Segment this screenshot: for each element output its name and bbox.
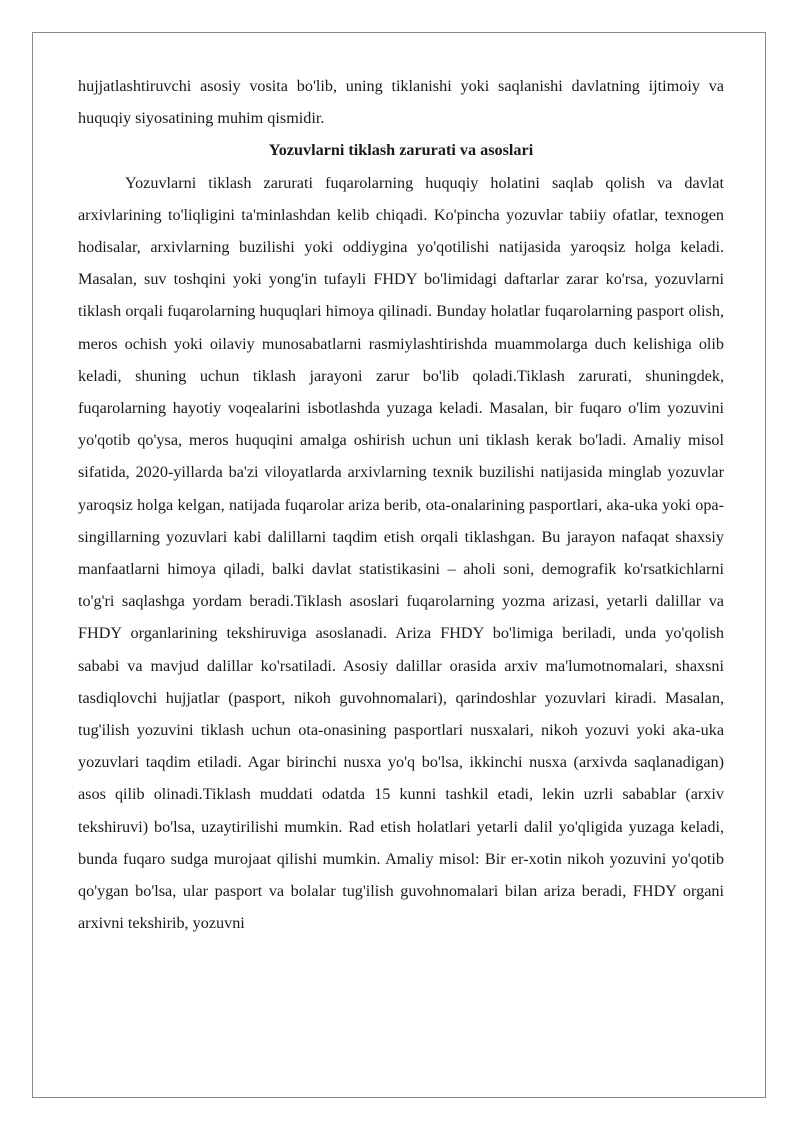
body-paragraph: Yozuvlarni tiklash zarurati fuqarolarning huquqiy holatini saqlab qolish va davlat arxivlarining to'liqligini ta'minlashdan kelib chiqadi. Ko'pincha yozuvlar tabiiy ofatlar, texnogen hodisalar, arxivlarning buzilishi yoki oddiygina yo'qotilishi natijasida yaroqsiz holga keladi. Masalan, suv toshqini yoki yong'in tufayli FHDY bo'limidagi daftarlar zarar ko'rsa, yozuvlarni tiklash orqali fuqarolarning huquqlari himoya qilinadi. Bunday holatlar fuqarolarning pasport olish, meros ochish yoki oilaviy munosabatlarni rasmiylashtirishda muammolarga duch kelishiga olib keladi, shuning uchun tiklash jarayoni zarur bo'lib qoladi.Tiklash zarurati, shuningdek, fuqarolarning hayotiy voqealarini isbotlashda yuzaga keladi. Masalan, bir fuqaro o'lim yozuvini yo'qotib qo'ysa, meros huquqini amalga oshirish uchun uni tiklash kerak bo'ladi. Amaliy misol sifatida, 2020-yillarda ba'zi viloyatlarda arxivlarning texnik buzilishi natijasida minglab yozuvlar yaroqsiz holga kelgan, natijada fuqarolar ariza berib, ota-onalarining pasportlari, aka-uka yoki opa-singillarning yozuvlari kabi dalillarni taqdim etish orqali tiklashgan. Bu jarayon nafaqat shaxsiy manfaatlarni himoya qiladi, balki davlat statistikasini – aholi soni, demografik ko'rsatkichlarni to'g'ri saqlashga yordam beradi.Tiklash asoslari fuqarolarning yozma arizasi, yetarli dalillar va FHDY organlarining tekshiruviga asoslanadi. Ariza FHDY bo'limiga beriladi, unda yo'qolish sababi va mavjud dalillar ko'rsatiladi. Asosiy dalillar orasida arxiv ma'lumotnomalari, shaxsni tasdiqlovchi hujjatlar (pasport, nikoh guvohnomalari), qarindoshlar yozuvlari kiradi. Masalan, tug'ilish yozuvini tiklash uchun ota-onasining pasportlari nusxalari, nikoh yozuvi yoki aka-uka yozuvlari taqdim etiladi. Agar birinchi nusxa yo'q bo'lsa, ikkinchi nusxa (arxivda saqlanadigan) asos qilib olinadi.Tiklash muddati odatda 15 kunni tashkil etadi, lekin uzrli sabablar (arxiv tekshiruvi) bo'lsa, uzaytirilishi mumkin. Rad etish holatlari yetarli dalil yo'qligida yuzaga keladi, bunda fuqaro sudga murojaat qilishi mumkin. Amaliy misol: Bir er-xotin nikoh yozuvini yo'qotib qo'ygan bo'lsa, ular pasport va bolalar tug'ilish guvohnomalari bilan ariza beradi, FHDY organi arxivni tekshirib, yozuvni: [78, 173, 724, 933]
intro-paragraph: hujjatlashtiruvchi asosiy vosita bo'lib, uning tiklanishi yoki saqlanishi davlatning ijtimoiy va huquqiy siyosatining muhim qismidir.: [78, 77, 724, 128]
page-content: [78, 70, 724, 939]
section-heading: Yozuvlarni tiklash zarurati va asoslari: [268, 141, 534, 160]
